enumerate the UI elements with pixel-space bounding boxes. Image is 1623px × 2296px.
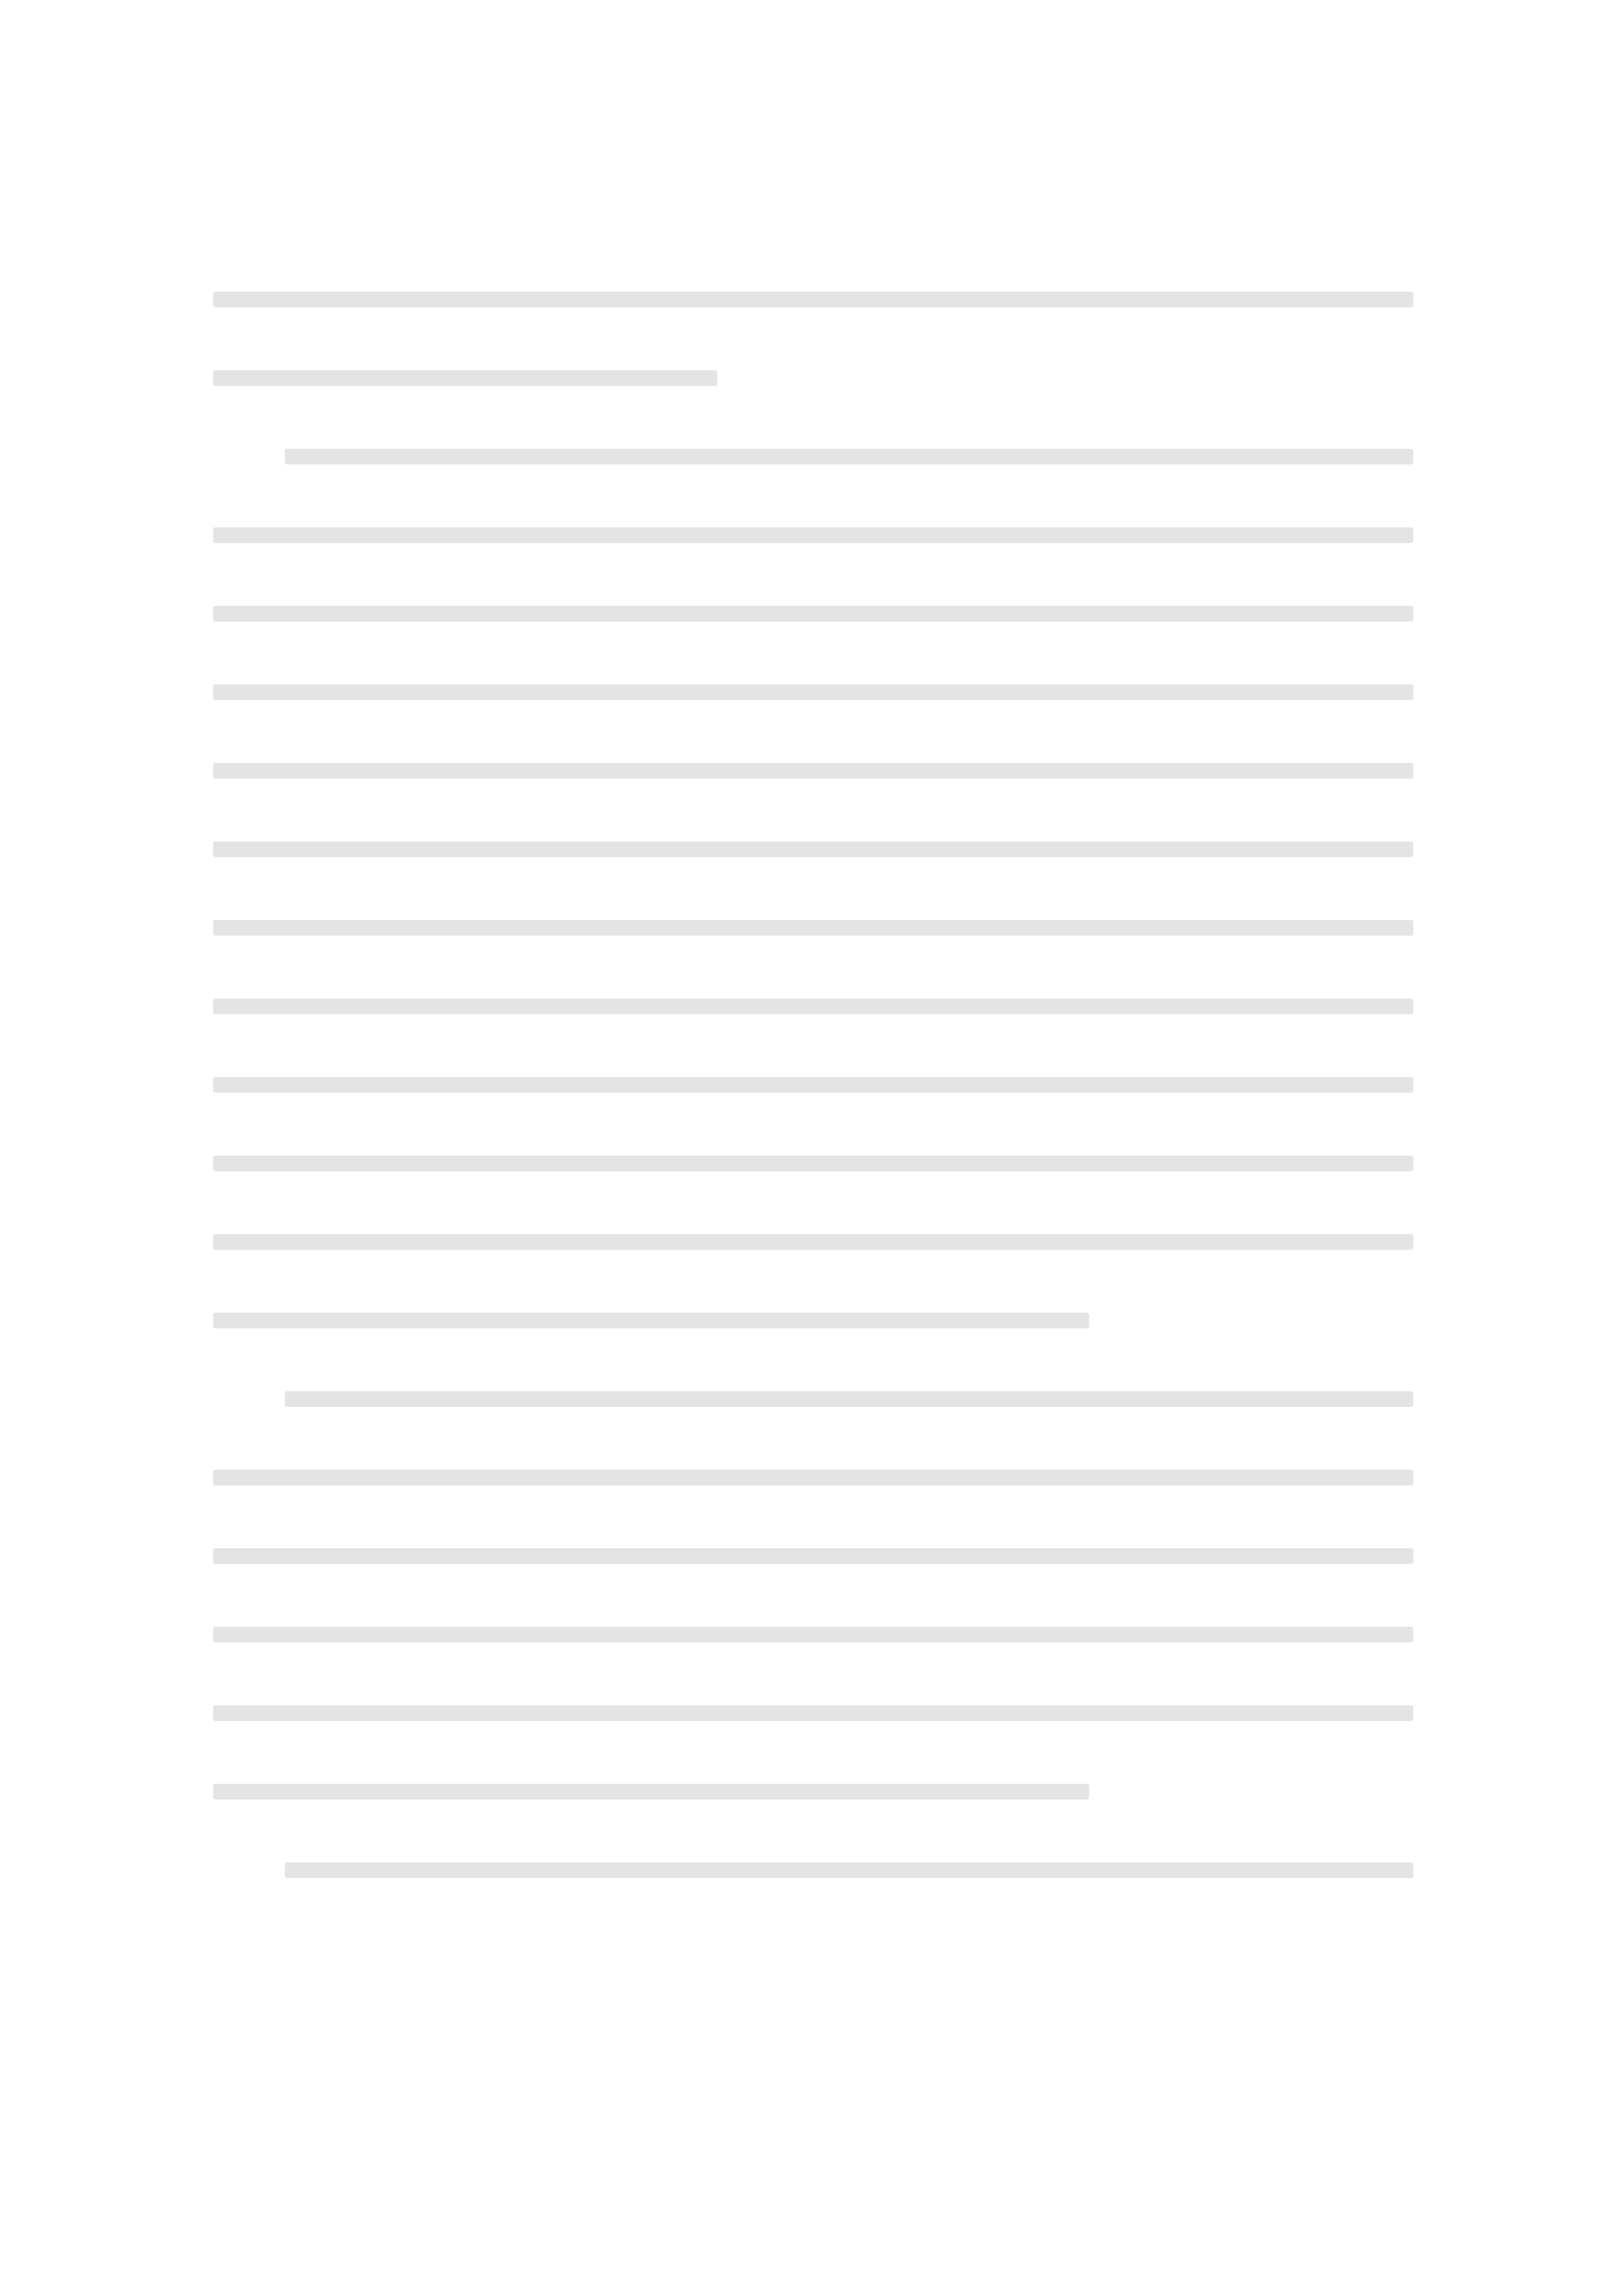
text-line xyxy=(213,1548,1413,1564)
document-body xyxy=(213,292,1413,1941)
text-line xyxy=(285,1391,1413,1407)
text-line xyxy=(213,1077,1413,1093)
text-line xyxy=(213,841,1413,857)
text-line xyxy=(213,920,1413,936)
text-line xyxy=(285,1862,1413,1878)
text-line xyxy=(213,999,1413,1014)
text-line xyxy=(213,1470,1413,1485)
text-line xyxy=(213,1705,1413,1721)
text-line xyxy=(213,1234,1413,1250)
text-line xyxy=(213,527,1413,543)
text-line xyxy=(213,1313,1089,1328)
text-line xyxy=(213,292,1413,307)
text-line xyxy=(213,763,1413,779)
text-line xyxy=(285,449,1413,464)
text-line xyxy=(213,606,1413,622)
text-line xyxy=(213,1627,1413,1642)
text-line xyxy=(213,1156,1413,1171)
text-line xyxy=(213,684,1413,700)
text-line xyxy=(213,370,717,386)
text-line xyxy=(213,1784,1089,1800)
